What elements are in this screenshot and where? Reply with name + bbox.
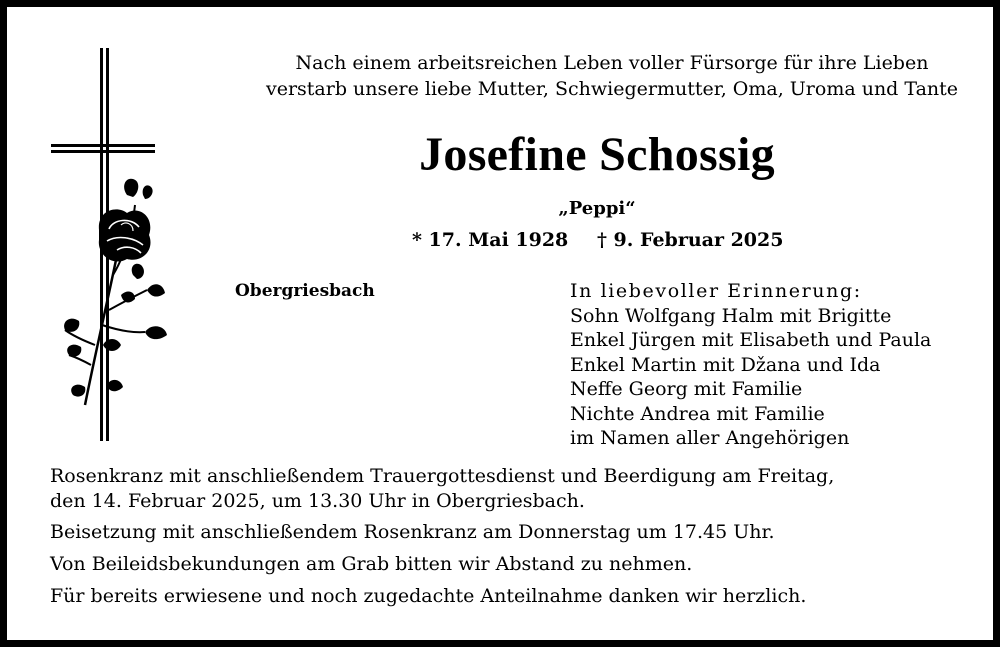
rose-icon (64, 179, 167, 405)
condolences-paragraph: Von Beileidsbekundungen am Grab bitten wir Abstand zu nehmen. (50, 553, 693, 575)
burial-paragraph: Beisetzung mit anschließendem Rosenkranz am Donnerstag um 17.45 Uhr. (50, 521, 775, 543)
intro-line-1: Nach einem arbeitsreichen Leben voller Fürsorge für ihre Lieben (295, 52, 929, 74)
mourners-heading: In liebevoller Erinnerung: (570, 280, 862, 302)
mourner-line: Sohn Wolfgang Halm mit Brigitte (570, 304, 892, 327)
mourner-line: im Namen aller Angehörigen (570, 427, 850, 449)
rosary-line-1: Rosenkranz mit anschließendem Trauergottesdienst und Beerdigung am Freitag, (50, 465, 835, 487)
intro-line-2: verstarb unsere liebe Mutter, Schwiegermutter, Oma, Uroma und Tante (265, 78, 959, 100)
death-date: † 9. Februar 2025 (597, 229, 784, 251)
deceased-nickname: „Peppi“ (558, 198, 636, 219)
cross-with-rose-illustration (47, 45, 167, 445)
mourner-line: Enkel Jürgen mit Elisabeth und Paula (570, 329, 932, 351)
mourner-line: Neffe Georg mit Familie (570, 378, 803, 400)
place-name: Obergriesbach (235, 281, 375, 301)
mourner-line: Enkel Martin mit Džana und Ida (570, 353, 881, 376)
deceased-name: Josefine Schossig (419, 128, 775, 181)
rosary-paragraph (50, 464, 834, 514)
thanks-paragraph: Für bereits erwiesene und noch zugedachte Anteilnahme danken wir herzlich. (50, 585, 807, 607)
mourner-line: Nichte Andrea mit Familie (570, 402, 825, 425)
rosary-line-2: den 14. Februar 2025, um 13.30 Uhr in Obergriesbach. (50, 490, 585, 512)
intro-text (222, 50, 1000, 102)
mourners-list (570, 279, 931, 451)
birth-date: * 17. Mai 1928 (412, 229, 569, 251)
